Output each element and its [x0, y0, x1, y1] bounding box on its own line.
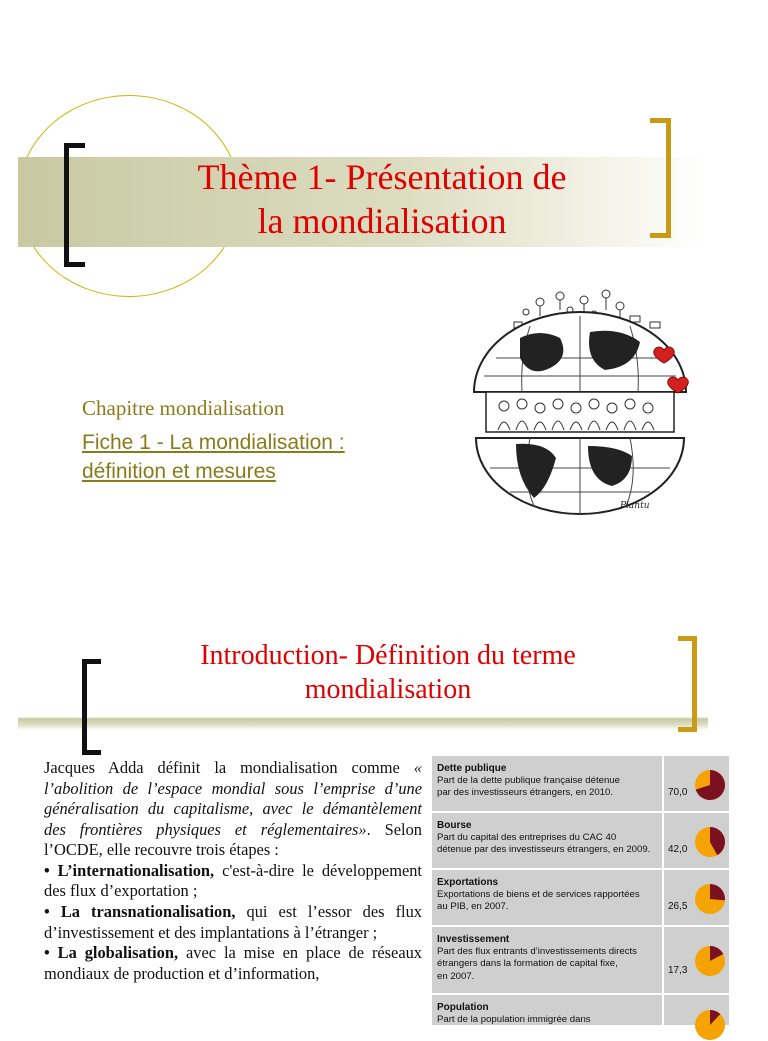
pie-chart-icon — [694, 945, 726, 977]
title-line-2: la mondialisation — [257, 200, 507, 241]
chapter-label: Chapitre mondialisation — [82, 396, 285, 420]
pie-chart-icon — [694, 883, 726, 915]
pie-chart-icon — [694, 769, 726, 801]
stat-title: Investissement — [437, 934, 510, 945]
left-bracket-icon — [82, 659, 101, 755]
stat-row-population: Population Part de la population immigrée dans — [432, 995, 729, 1025]
fiche-line-1: Fiche 1 - La mondialisation : — [82, 431, 345, 454]
stat-value: 70,0 — [668, 787, 688, 798]
artist-signature: Plantu — [620, 501, 650, 511]
adda-quote: « l’abolition de l’espace mondial sous l’emprise d’une généralisation du capitalisme, avec le démantèlement des frontières physiques et réglementaires» — [44, 758, 422, 839]
stat-row-exportations: Exportations Exportations de biens et de services rapportées au PIB, en 2007. 26,5 — [432, 870, 729, 927]
stat-value: 42,0 — [668, 844, 688, 855]
bullet-transnationalisation: • La transnationalisation, qui est l’essor des flux d’investissement et des implantations à l’étranger ; — [44, 902, 423, 942]
intro-title-line-2: mondialisation — [304, 674, 472, 706]
fiche-link[interactable] — [82, 428, 345, 487]
stat-title: Population — [437, 1002, 489, 1013]
stat-title: Dette publique — [437, 763, 507, 774]
globe-cartoon-illustration — [460, 288, 700, 520]
definition-paragraph: Jacques Adda définit la mondialisation comme « l’abolition de l’espace mondial sous l’emprise d’une généralisation du capitalisme, avec le démantèlement des frontières physiques et réglementaires». Selon l’OCDE, elle recouvre trois étapes : — [44, 758, 423, 860]
stat-row-dette: Dette publique Part de la dette publique française détenue par des investisseurs étrangers, en 2010. 70,0 — [432, 756, 729, 813]
stat-value: 17,3 — [668, 965, 688, 976]
bullet-internationalisation: • L’internationalisation, c'est-à-dire le développement des flux d’exportation ; — [44, 860, 422, 901]
definition-text — [44, 758, 422, 984]
pie-slice — [710, 884, 725, 900]
bullet-globalisation: • La globalisation, avec la mise en place de réseaux mondiaux de production et d’information, — [44, 943, 422, 983]
pie-chart-icon — [694, 1009, 726, 1041]
stat-row-investissement: Investissement Part des flux entrants d’investissements directs étrangers dans la formation de capital fixe, en 2007. 17,3 — [432, 927, 729, 995]
pie-chart-icon — [694, 826, 726, 858]
stat-row-bourse: Bourse Part du capital des entreprises du CAC 40 détenue par des investisseurs étrangers, en 2009. 42,0 — [432, 813, 729, 870]
left-bracket-icon — [64, 143, 85, 267]
intro-title-line-1: Introduction- Définition du terme — [200, 640, 576, 671]
slide2-title — [150, 639, 626, 707]
stat-title: Bourse — [437, 820, 472, 831]
stat-value: 26,5 — [668, 901, 688, 912]
right-bracket-icon — [650, 118, 671, 238]
slide1-title — [150, 156, 614, 244]
stat-title: Exportations — [437, 877, 499, 888]
title-line-1: Thème 1- Présentation de — [197, 157, 567, 197]
fiche-line-2: définition et mesures — [82, 460, 276, 484]
stats-table — [432, 756, 729, 1025]
right-bracket-icon — [678, 636, 697, 732]
